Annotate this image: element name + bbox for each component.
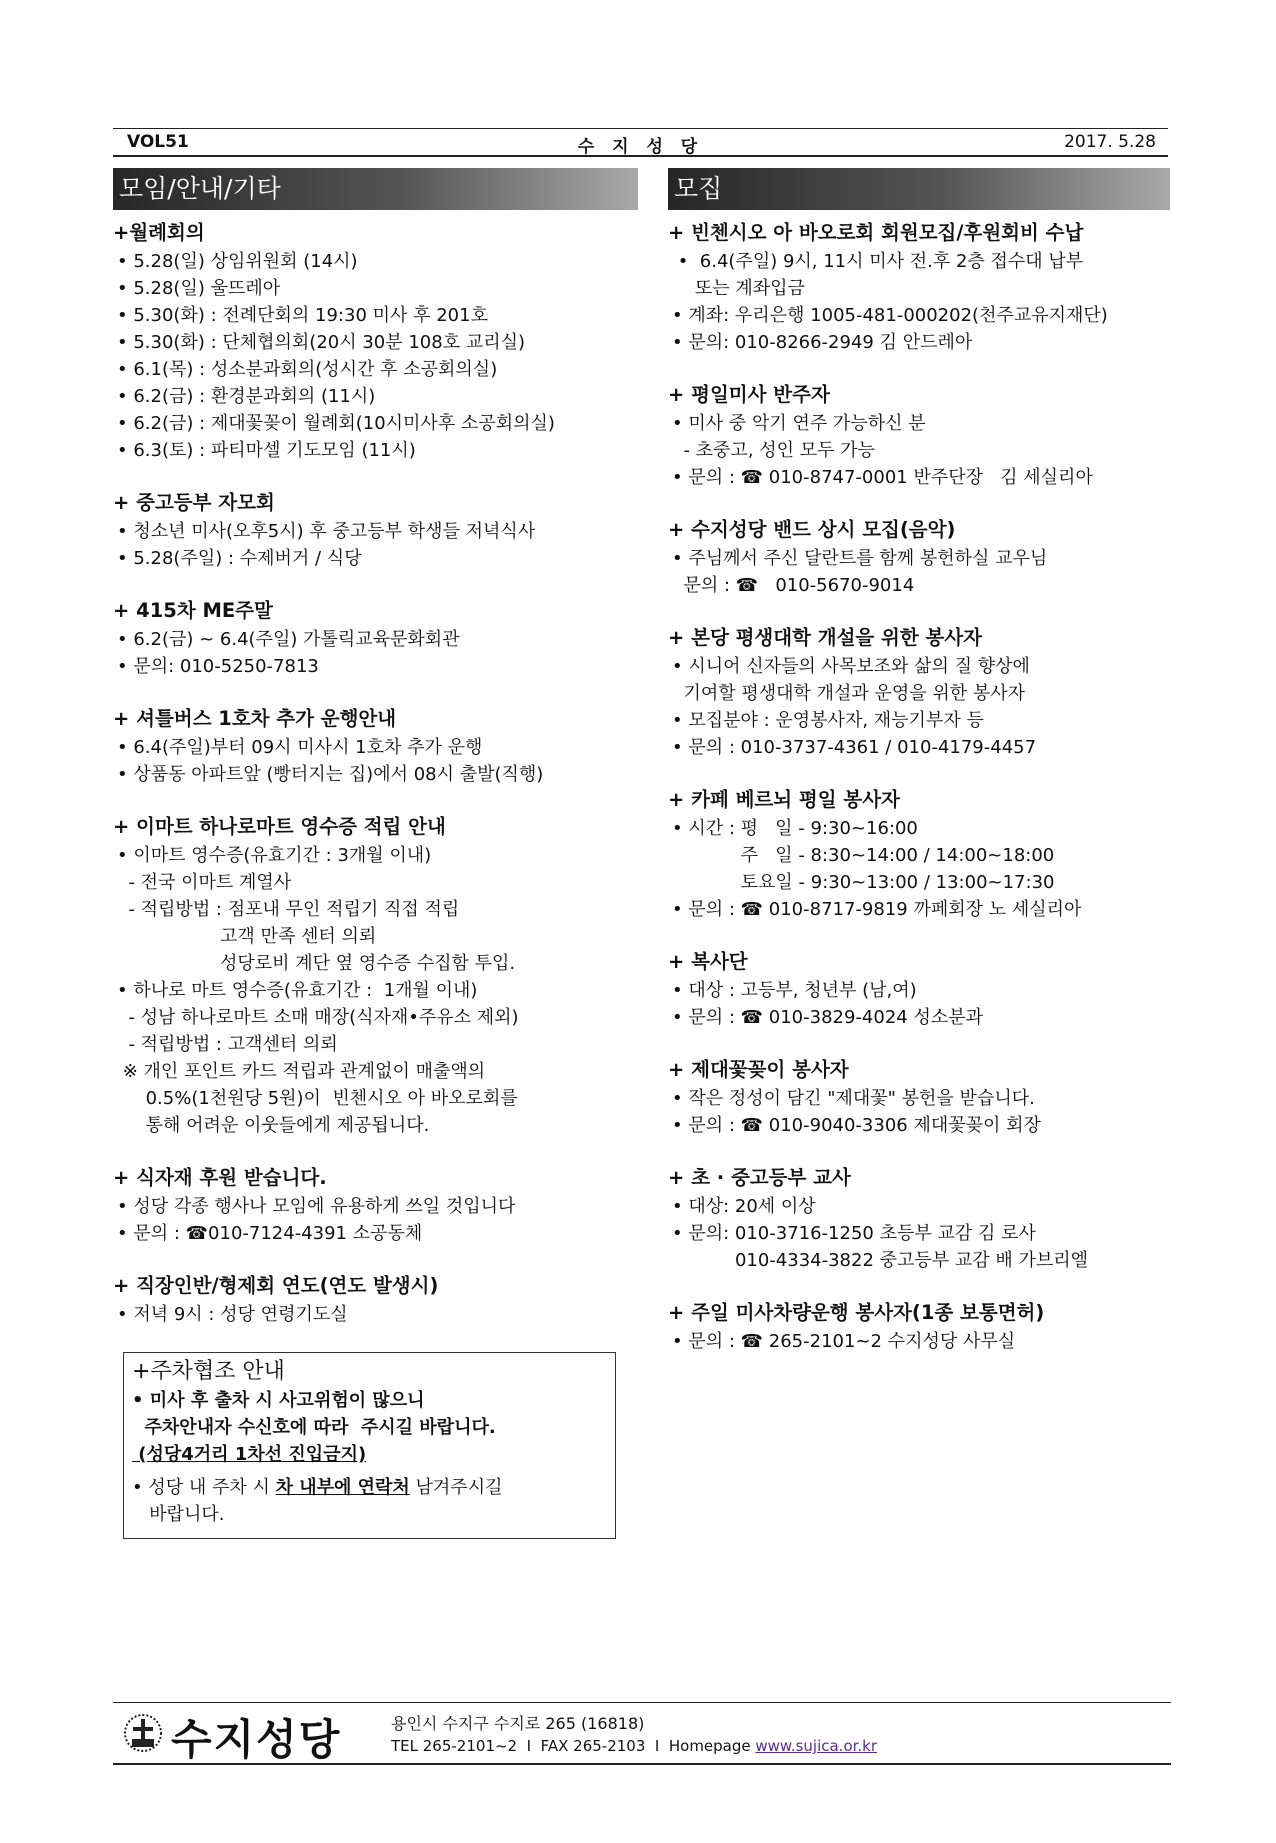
notice-block xyxy=(113,704,638,788)
left-column xyxy=(113,168,638,1539)
block-title: + 평일미사 반주자 xyxy=(668,383,830,406)
block-line: 통해 어려운 이웃들에게 제공됩니다. xyxy=(117,1115,430,1136)
block-title: + 카페 베르뇌 평일 봉사자 xyxy=(668,788,900,811)
block-line: 0.5%(1천원당 5원)이 빈첸시오 아 바오로회를 xyxy=(117,1088,518,1109)
page-header xyxy=(113,128,1168,157)
header-title: 수 지 성 당 xyxy=(577,137,704,157)
notice-block xyxy=(668,1163,1170,1274)
block-line: ※ 개인 포인트 카드 적립과 관계없이 매출액의 xyxy=(117,1061,486,1082)
block-line: - 초중고, 성인 모두 가능 xyxy=(672,440,876,461)
block-line: • 문의: 010-3716-1250 초등부 교감 김 로사 xyxy=(672,1223,1036,1244)
block-line: 고객 만족 센터 의뢰 xyxy=(117,926,377,947)
parking-notice-box xyxy=(123,1352,616,1539)
block-line: • 5.28(주일) : 수제버거 / 식당 xyxy=(117,548,362,569)
block-line: • 6.2(금) : 환경분과회의 (11시) xyxy=(117,386,376,407)
block-title: + 이마트 하나로마트 영수증 적립 안내 xyxy=(113,815,446,838)
block-line: • 청소년 미사(오후5시) 후 중고등부 학생들 저녁식사 xyxy=(117,521,536,542)
notice-block xyxy=(668,515,1170,599)
block-line: • 저녁 9시 : 성당 연령기도실 xyxy=(117,1304,348,1325)
section-title-recruitment: 모집 xyxy=(668,168,1170,210)
issue-date: 2017. 5.28 xyxy=(1064,132,1156,152)
block-line: • 6.4(주일) 9시, 11시 미사 전.후 2층 접수대 납부 xyxy=(672,251,1084,272)
block-line: 성당로비 계단 옆 영수증 수집함 투입. xyxy=(117,953,516,974)
notice-line: 바랍니다. xyxy=(132,1504,225,1525)
notice-block xyxy=(113,218,638,464)
church-address: 용인시 수지구 수지로 265 (16818) xyxy=(391,1714,645,1733)
block-line: • 대상 : 고등부, 청년부 (남,여) xyxy=(672,980,917,1001)
contact-text: TEL 265-2101~2 I FAX 265-2103 I Homepage xyxy=(391,1737,756,1755)
block-line: • 문의 : ☎ 265-2101~2 수지성당 사무실 xyxy=(672,1331,1016,1352)
church-emblem-icon xyxy=(123,1713,163,1753)
block-title: + 셔틀버스 1호차 추가 운행안내 xyxy=(113,707,397,730)
block-line: • 주님께서 주신 달란트를 함께 봉헌하실 교우님 xyxy=(672,548,1048,569)
block-line: • 문의: 010-8266-2949 김 안드레아 xyxy=(672,332,973,353)
notice-block xyxy=(113,488,638,572)
block-line: • 하나로 마트 영수증(유효기간 : 1개월 이내) xyxy=(117,980,478,1001)
block-line: - 적립방법 : 점포내 무인 적립기 직접 적립 xyxy=(117,899,460,920)
left-blocks xyxy=(113,218,638,1328)
block-line: • 6.2(금) : 제대꽃꽂이 월례회(10시미사후 소공회의실) xyxy=(117,413,555,434)
block-title: + 식자재 후원 받습니다. xyxy=(113,1166,327,1189)
block-line: • 5.28(일) 상임위원회 (14시) xyxy=(117,251,358,272)
block-line: 토요일 - 9:30~13:00 / 13:00~17:30 xyxy=(672,872,1055,893)
right-column xyxy=(668,168,1170,1379)
notice-line xyxy=(132,1474,607,1501)
block-line: • 6.3(토) : 파티마셀 기도모임 (11시) xyxy=(117,440,416,461)
church-logo-text: 수지성당 xyxy=(171,1715,342,1764)
right-blocks xyxy=(668,218,1170,1355)
notice-block xyxy=(113,596,638,680)
block-line: • 5.28(일) 울뜨레아 xyxy=(117,278,281,299)
block-line: • 시간 : 평 일 - 9:30~16:00 xyxy=(672,818,918,839)
block-line: • 작은 정성이 담긴 "제대꽃" 봉헌을 받습니다. xyxy=(672,1088,1035,1109)
block-line: • 대상: 20세 이상 xyxy=(672,1196,816,1217)
block-line: • 문의: 010-5250-7813 xyxy=(117,656,319,677)
block-title: + 제대꽃꽂이 봉사자 xyxy=(668,1058,849,1081)
notice-block xyxy=(113,1271,638,1328)
page-footer xyxy=(113,1702,1171,1765)
block-title: + 415차 ME주말 xyxy=(113,599,273,622)
block-line: • 성당 각종 행사나 모임에 유용하게 쓰일 것입니다 xyxy=(117,1196,516,1217)
block-line: • 이마트 영수증(유효기간 : 3개월 이내) xyxy=(117,845,432,866)
notice-text: • 성당 내 주차 시 xyxy=(132,1477,276,1498)
block-title: + 복사단 xyxy=(668,950,748,973)
block-line: • 모집분야 : 운영봉사자, 재능기부자 등 xyxy=(672,710,984,731)
block-line: • 문의 : ☎ 010-9040-3306 제대꽃꽂이 회장 xyxy=(672,1115,1041,1136)
block-line: 기여할 평생대학 개설과 운영을 위한 봉사자 xyxy=(672,683,1026,704)
block-line: - 적립방법 : 고객센터 의뢰 xyxy=(117,1034,338,1055)
notice-block xyxy=(668,218,1170,356)
block-line: • 문의 : ☎ 010-3829-4024 성소분과 xyxy=(672,1007,984,1028)
volume-label: VOL51 xyxy=(127,132,189,152)
notice-line: 주차안내자 수신호에 따라 주시길 바랍니다. xyxy=(132,1417,496,1438)
block-line: 주 일 - 8:30~14:00 / 14:00~18:00 xyxy=(672,845,1055,866)
block-line: • 6.2(금) ~ 6.4(주일) 가톨릭교육문화회관 xyxy=(117,629,460,650)
notice-block xyxy=(113,812,638,1139)
block-line: - 전국 이마트 계열사 xyxy=(117,872,292,893)
notice-title: +주차협조 안내 xyxy=(132,1359,285,1384)
block-title: + 중고등부 자모회 xyxy=(113,491,275,514)
notice-text: 남겨주시길 xyxy=(409,1477,503,1498)
notice-block xyxy=(668,380,1170,491)
block-line: - 성남 하나로마트 소매 매장(식자재•주유소 제외) xyxy=(117,1007,519,1028)
notice-line: • 미사 후 출차 시 사고위험이 많으니 xyxy=(132,1390,425,1411)
notice-block xyxy=(668,623,1170,761)
block-line: • 문의 : ☎ 010-8717-9819 까페회장 노 세실리아 xyxy=(672,899,1082,920)
block-line: • 상품동 아파트앞 (빵터지는 집)에서 08시 출발(직행) xyxy=(117,764,544,785)
block-title: + 직장인반/형제회 연도(연도 발생시) xyxy=(113,1274,439,1297)
block-line: 010-4334-3822 중고등부 교감 배 가브리엘 xyxy=(672,1250,1089,1271)
block-line: • 미사 중 악기 연주 가능하신 분 xyxy=(672,413,926,434)
notice-line: (성당4거리 1차선 진입금지) xyxy=(132,1444,367,1465)
notice-emphasis: 차 내부에 연락처 xyxy=(275,1477,410,1498)
homepage-link[interactable]: www.sujica.or.kr xyxy=(755,1737,878,1755)
block-title: + 주일 미사차량운행 봉사자(1종 보통면허) xyxy=(668,1301,1045,1324)
notice-block xyxy=(668,1298,1170,1355)
block-line: 또는 계좌입금 xyxy=(672,278,805,299)
block-title: + 초 · 중고등부 교사 xyxy=(668,1166,851,1189)
block-line: • 문의 : ☎ 010-8747-0001 반주단장 김 세실리아 xyxy=(672,467,1093,488)
notice-block xyxy=(668,1055,1170,1139)
block-line: • 계좌: 우리은행 1005-481-000202(천주교유지재단) xyxy=(672,305,1108,326)
block-title: + 수지성당 밴드 상시 모집(음악) xyxy=(668,518,956,541)
block-title: + 본당 평생대학 개설을 위한 봉사자 xyxy=(668,626,983,649)
notice-block xyxy=(113,1163,638,1247)
notice-block xyxy=(668,785,1170,923)
block-line: • 5.30(화) : 전례단회의 19:30 미사 후 201호 xyxy=(117,305,488,326)
block-line: • 문의 : ☎010-7124-4391 소공동체 xyxy=(117,1223,423,1244)
block-line: 문의 : ☎ 010-5670-9014 xyxy=(672,575,915,596)
church-contact xyxy=(391,1737,877,1755)
block-title: + 빈첸시오 아 바오로회 회원모집/후원회비 수납 xyxy=(668,221,1084,244)
block-line: • 5.30(화) : 단체협의회(20시 30분 108호 교리실) xyxy=(117,332,525,353)
notice-block xyxy=(668,947,1170,1031)
block-line: • 6.1(목) : 성소분과회의(성시간 후 소공회의실) xyxy=(117,359,498,380)
section-title-gatherings: 모임/안내/기타 xyxy=(113,168,638,210)
block-line: • 시니어 신자들의 사목보조와 삶의 질 향상에 xyxy=(672,656,1030,677)
block-title: +월례회의 xyxy=(113,221,205,244)
block-line: • 문의 : 010-3737-4361 / 010-4179-4457 xyxy=(672,737,1037,758)
block-line: • 6.4(주일)부터 09시 미사시 1호차 추가 운행 xyxy=(117,737,483,758)
